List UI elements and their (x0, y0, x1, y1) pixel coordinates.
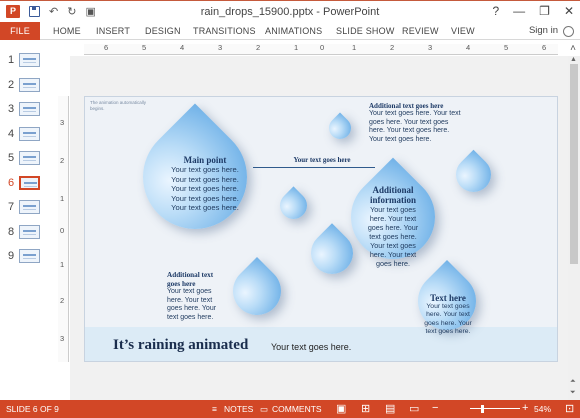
ruler-label: 6 (542, 43, 547, 52)
tab-slide-show[interactable]: SLIDE SHOW (336, 26, 395, 36)
thumbnail-image (19, 151, 40, 165)
horizontal-ruler (84, 44, 558, 55)
slide-number: 8 (8, 226, 15, 238)
window-title: rain_drops_15900.pptx - PowerPoint (200, 6, 380, 18)
text-here-line: goes here. Your (424, 319, 472, 327)
ruler-label: 5 (142, 43, 147, 52)
ruler-label: 2 (60, 156, 65, 165)
slide-number: 2 (8, 79, 15, 91)
additional-top-line: goes here. Your text goes (369, 118, 449, 126)
main-point-line: Your text goes here. (171, 184, 239, 193)
additional-left-line: goes here. Your (167, 305, 217, 312)
main-point-line: Your text goes here. (171, 165, 239, 174)
ruler-label: 1 (352, 43, 357, 52)
text-here-line: text goes here. (425, 328, 471, 336)
additional-left-heading: goes here (167, 279, 196, 288)
slide-thumbnail[interactable] (0, 100, 50, 120)
slide-thumbnail[interactable] (0, 125, 50, 145)
connector-label: Your text goes here (293, 156, 351, 164)
additional-info-line: goes here. (376, 259, 410, 268)
ruler-label: 4 (180, 43, 185, 52)
zoom-level[interactable]: 54% (534, 404, 552, 414)
restore-button[interactable]: ❐ (539, 4, 550, 18)
slide-thumbnail-pane (0, 41, 58, 400)
ruler-label: 4 (466, 43, 471, 52)
slide-number: 5 (8, 152, 15, 164)
additional-info-line: here. Your text (369, 250, 417, 259)
main-point-text (155, 155, 255, 213)
text-here-heading: Text here (430, 293, 466, 303)
zoom-out-button[interactable]: − (432, 402, 439, 414)
text-here-line: here. Your text (426, 311, 470, 319)
tab-design[interactable]: DESIGN (145, 26, 181, 36)
slide-thumbnail[interactable] (0, 223, 50, 243)
fit-slide-icon[interactable]: ⊡ (565, 403, 575, 415)
main-point-heading: Main point (183, 155, 227, 165)
slide-sorter-icon[interactable]: ⊞ (361, 403, 371, 415)
slide-thumbnail[interactable] (0, 76, 50, 96)
undo-icon[interactable]: ↶ (49, 5, 59, 18)
tab-insert[interactable]: INSERT (96, 26, 131, 36)
comments-button[interactable]: COMMENTS (272, 404, 322, 414)
additional-info-line: Your text goes (370, 241, 416, 250)
tab-home[interactable]: HOME (53, 26, 81, 36)
additional-info-heading: Additional (372, 185, 414, 195)
main-point-line: Your text goes here. (171, 193, 239, 203)
slide-number: 1 (8, 54, 15, 66)
ruler-label: 3 (218, 43, 223, 52)
slide-subtitle: Your text goes here. (271, 342, 352, 352)
vertical-ruler (58, 96, 69, 362)
additional-info-heading: information (370, 195, 416, 205)
notes-icon[interactable]: ≡ (212, 404, 217, 414)
thumbnail-image (19, 78, 40, 92)
raindrop-left (223, 257, 291, 325)
additional-top-line: Your text goes here. Your text (369, 110, 461, 117)
status-bar (0, 400, 580, 418)
previous-slide-icon[interactable]: ⏶ (570, 378, 576, 385)
tab-animations[interactable]: ANIMATIONS (265, 26, 323, 36)
slide-thumbnail-active[interactable] (0, 174, 50, 194)
raindrop-right (449, 150, 498, 199)
close-button[interactable]: ✕ (563, 4, 574, 18)
thumbnail-image (19, 127, 40, 141)
notes-button[interactable]: NOTES (224, 404, 254, 414)
tab-review[interactable]: REVIEW (402, 26, 439, 36)
additional-left-line: here. Your text (167, 296, 213, 304)
powerpoint-logo-icon: P (6, 5, 20, 18)
additional-text-left (167, 271, 231, 322)
window-controls (492, 4, 574, 18)
normal-view-icon[interactable]: ▣ (336, 403, 347, 415)
slide-6[interactable] (84, 96, 558, 362)
ruler-label: 1 (60, 194, 65, 203)
slide-number: 9 (8, 250, 15, 262)
ruler-label: 1 (60, 260, 65, 269)
title-bar (0, 0, 580, 22)
slide-thumbnail[interactable] (0, 198, 50, 218)
start-slideshow-icon[interactable]: ▣ (85, 5, 96, 18)
slide-thumbnail[interactable] (0, 149, 50, 169)
slide-title: It’s raining animated (113, 337, 249, 353)
thumbnail-image (19, 53, 40, 67)
tab-file[interactable]: FILE (0, 22, 40, 40)
ruler-label: 1 (294, 43, 299, 52)
ruler-label: 5 (504, 43, 509, 52)
text-here-line: Your text goes (426, 303, 470, 310)
ruler-label: 6 (104, 43, 109, 52)
tab-view[interactable]: VIEW (451, 26, 475, 36)
sign-in-link[interactable]: Sign in (528, 25, 558, 36)
main-point-line: Your text goes here. (171, 174, 239, 184)
ribbon-tabs (0, 22, 580, 40)
thumbnail-image (19, 225, 40, 239)
thumbnail-image (19, 176, 40, 190)
thumbnail-image (19, 249, 40, 263)
additional-top-heading: Additional text goes here (369, 102, 444, 110)
ruler-label: 3 (60, 118, 65, 127)
additional-info-line: here. Your text (369, 214, 417, 223)
zoom-slider[interactable] (470, 408, 520, 409)
slideshow-view-icon[interactable]: ▭ (409, 403, 420, 415)
zoom-in-button[interactable]: + (522, 402, 529, 414)
thumbnail-image (19, 200, 40, 214)
comments-icon[interactable]: ▭ (260, 404, 269, 414)
minimize-button[interactable]: — (513, 4, 526, 18)
additional-top-line: Your text goes here. (369, 135, 432, 143)
scrollbar-thumb[interactable] (570, 64, 578, 264)
ruler-label: 2 (390, 43, 395, 52)
help-button[interactable]: ? (492, 4, 500, 18)
ruler-label: 3 (60, 334, 65, 343)
animation-note: The animation automatically begins. (90, 100, 147, 111)
slide-number: 4 (8, 128, 15, 140)
main-point-line: Your text goes here. (171, 203, 239, 212)
raindrop-small-top (324, 112, 355, 143)
slide-thumbnail[interactable] (0, 51, 50, 71)
ruler-label: 0 (320, 43, 325, 52)
tab-transitions[interactable]: TRANSITIONS (193, 26, 256, 36)
ruler-label: 2 (256, 43, 261, 52)
ruler-label: 2 (60, 296, 65, 305)
thumbnail-image (19, 102, 40, 116)
text-here-block (419, 293, 477, 337)
slide-number: 6 (8, 177, 15, 189)
smiley-feedback-icon[interactable] (563, 26, 574, 37)
raindrop-small-mid (274, 186, 312, 224)
additional-info-line: Your text goes (370, 205, 416, 214)
ruler-label: 3 (428, 43, 433, 52)
additional-left-heading: Additional text (167, 271, 214, 279)
additional-text-top-right (369, 102, 469, 144)
additional-top-line: here. Your text goes here. (369, 127, 450, 134)
next-slide-icon[interactable]: ⏷ (570, 389, 576, 396)
additional-left-line: Your text goes (167, 288, 212, 295)
slide-thumbnail[interactable] (0, 247, 50, 267)
connector-line (253, 167, 375, 168)
additional-information-text (353, 185, 433, 268)
zoom-slider-handle[interactable] (481, 405, 484, 413)
slide-number: 7 (8, 201, 15, 213)
collapse-ribbon-icon[interactable]: ˄ (570, 43, 576, 54)
additional-info-line: goes here. Your (367, 223, 419, 232)
reading-view-icon[interactable]: ▤ (385, 403, 396, 415)
slide-counter: SLIDE 6 OF 9 (6, 404, 59, 414)
ruler-label: 0 (60, 226, 65, 235)
additional-left-line: text goes here. (167, 313, 214, 321)
scroll-up-icon[interactable]: ▲ (570, 56, 577, 63)
additional-info-line: text goes here. (369, 232, 417, 241)
slide-number: 3 (8, 103, 15, 115)
vertical-scrollbar[interactable] (568, 56, 580, 400)
redo-icon[interactable]: ↻ (67, 5, 77, 18)
